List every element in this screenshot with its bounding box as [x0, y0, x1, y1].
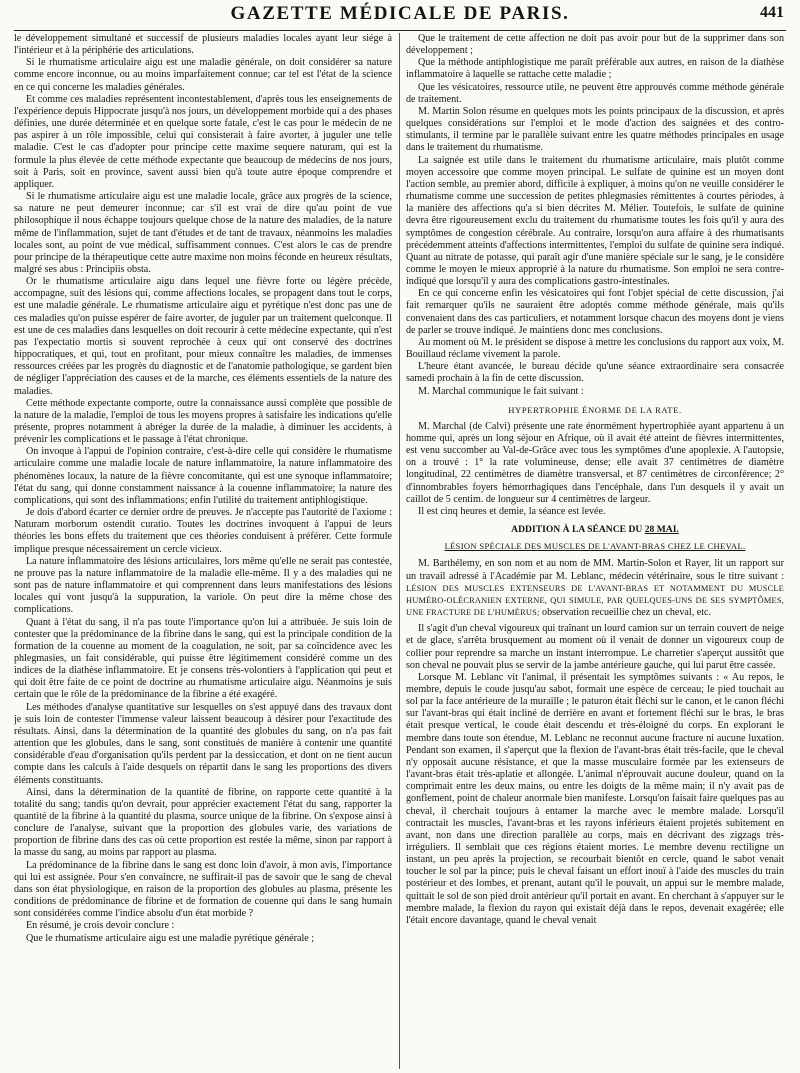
paragraph: L'heure étant avancée, le bureau décide qu'une séance extraordinaire sera consacrée samedi prochain à la fin de cette discussion. — [406, 361, 784, 385]
paragraph: Que les vésicatoires, ressource utile, ne peuvent être approuvés comme méthode générale de traitement. — [406, 81, 784, 105]
paragraph: Que le traitement de cette affection ne doit pas avoir pour but de la supprimer dans son développement ; — [406, 33, 784, 57]
paragraph: En ce qui concerne enfin les vésicatoires qui font l'objet spécial de cette discussion, j'ai fait remarquer qu'ils ne sauraient être adoptés comme méthode générale, mais qu'ils convenaient dans des cas particuliers, et notamment lorsque chacun des moyens dont je viens de parler se trouve indiqué. Je maintiens donc mes conclusions. — [406, 288, 784, 336]
paragraph: Que la méthode antiphlogistique me paraît préférable aux autres, en raison de la diathèse inflammatoire à laquelle se rattache cette maladie ; — [406, 57, 784, 81]
paragraph: Si le rhumatisme articulaire aigu est une maladie locale, grâce aux progrès de la science, sa nature ne peut demeurer inconnue; car s'il est vrai de dire qu'au point de vue philosophique il nous échappe toujours quelque chose de la nature des maladies, de la nature même de l'inflammation, sujet de tant d'études et de tant de travaux, néanmoins les maladies locales sont, au point de vue médical, suffisamment connues. C'est alors le cas de prendre pour principe de la thérapeutique cette autre maxime non moins féconde en heureux résultats, malgré ses abus : Principiis obsta. — [14, 191, 392, 275]
paragraph: Lorsque M. Leblanc vit l'animal, il présentait les symptômes suivants : « Au repos, le membre, depuis le coude jusqu'au sabot, formait une espèce de cerceau; le pied touchait au sol par la face antérieure de la muraille ; le paturon était fléchi sur le canon, et le canon fléchi sur l'avant-bras qui était incliné de derrière en avant et fortement fléchi sur le bras, le bras était presque vertical, le coude était descendu et très-éloigné du corps. En explorant le membre dans toute son étendue, M. Leblanc ne reconnut aucune fracture ni aucune luxation. Pendant son examen, il s'aperçut que la flexion de l'avant-bras était très-facile, que le cheval n'y opposait aucune résistance, et que la masse musculaire formée par les extenseurs de l'avant-bras était très-aplatie et allongée. L'animal n'éprouvait aucune douleur, quand on la comprimait entre les deux mains, ou entre les doigts de la même main; il n'y avait pas de gonflement, point de chaleur anormale bien manifeste. Lorsqu'on faisait faire quelques pas au cheval, il cherchait toujours à entamer la marche avec le membre malade. Lorsqu'il contractait les muscles, l'avant-bras et les rayons inférieurs étaient projetés subitement en avant, non dans une direction parallèle au corps, mais en décrivant des zigzags très-irréguliers. Il semblait que ces régions étaient mortes. Le membre devenu rectiligne un instant, un peu après la projection, se recourbait bientôt en cercle, quand le sabot venait toucher le sol par la pince; puis le cheval faisant un effort inouï à l'aide des muscles du train postérieur et des lombes, et prenant, autant qu'il le pouvait, un appui sur le membre malade, quittait le sol de son pied droit antérieur qu'il portait en avant. En cherchant à s'appuyer sur le membre malade, la flexion du rayon qui existait déjà dans le repos, devenait exagérée; elle l'était encore davantage, quand le cheval venait — [406, 671, 784, 926]
paragraph: le développement simultané et successif de plusieurs maladies locales ayant leur siége à l'intérieur et à la périphérie des articulations. — [14, 33, 392, 57]
paragraph: Ainsi, dans la détermination de la quantité de fibrine, on rapporte cette quantité à la totalité du sang; tandis qu'on devrait, pour apprécier exactement l'état du sang, rapporter la quantité de la fibrine à la quantité du plasma, source unique de la fibrine. On s'expose ainsi à conclure de l'analyse, suivant que la proportion des globules varie, des variations de proportion de fibrine dans des cas où cette proportion est restée la même, sinon par rapport à la masse du sang, au moins par rapport au plasma. — [14, 786, 392, 859]
paragraph: Et comme ces maladies représentent incontestablement, d'après tous les enseignements de l'expérience depuis Hippocrate jusqu'à nos jours, un développement morbide qui a des phases définies, une durée déterminée et en quelque sorte fatale, c'est le cas pour le médecin de ne pas aspirer à un rôle impossible, celui qui consisterait à faire avorter, à juguler une telle maladie. C'est le cas d'adopter pour principe cette maxime sequere naturam, qui est la formule la plus élevée de cette méthode expectante que beaucoup de médecins de nos jours, soit à Paris, soit en province, savent aussi bien qu'à toute autre époque comprendre et appliquer. — [14, 93, 392, 190]
paragraph: M. Marchal (de Calvi) présente une rate énormément hypertrophiée ayant appartenu à un homme qui, après un long séjour en Afrique, où il avait été atteint de fièvres intermittentes, est venu succomber au Val-de-Grâce avec tous les symptômes d'une apoplexie. A l'autopsie, on a trouvé : 1° la rate volumineuse, dense; elle avait 37 centimètres de diamètre longitudinal, 22 centimètres de diamètre transversal, et 87 centimètres de circonférence; 2° d'innombrables foyers hémorrhagiques dans l'encéphale, dans l'un desquels il y avait un caillot de 5 centim. de longueur sur 4 centimètres de largeur. — [406, 420, 784, 505]
column-divider — [399, 33, 400, 1069]
page-number: 441 — [760, 4, 784, 21]
addendum-heading — [406, 524, 784, 536]
section-horse-paragraphs — [406, 623, 784, 927]
paragraph: Les méthodes d'analyse quantitative sur lesquelles on s'est appuyé dans des travaux dont je suis loin de contester l'immense valeur laissent beaucoup à désirer pour l'exactitude des résultats. Ainsi, dans la détermination de la quantité des globules du sang, on n'a pas fait attention que les globules, dans le sang, sont constitués de manière à contenir une quantité considérable d'eau d'organisation qu'ils perdent par la dessiccation, et dont on ne tient aucun compte dans les calculs à l'aide desquels on répartit dans le sang les proportions des divers éléments constituants. — [14, 701, 392, 786]
paragraph: On invoque à l'appui de l'opinion contraire, c'est-à-dire celle qui considère le rhumatisme articulaire comme une maladie locale de nature inflammatoire, la nature inflammatoire des phénomènes locaux, la nature de la fièvre concomitante, qui est une synoque inflammatoire; l'état du sang, qui donne constamment naissance à la couenne inflammatoire; la nature des complications, qui sont des inflammations; enfin l'utilité du traitement antiphlogistique. — [14, 446, 392, 506]
paragraph: Il s'agit d'un cheval vigoureux qui traînant un lourd camion sur un terrain couvert de neige et de glace, s'arrêta brusquement au moment où il venait de donner un vigoureux coup de collier pour reprendre sa marche un instant interrompue. Le charretier s'aperçut aussitôt que son cheval ne pouvait plus se servir de la jambe antérieure gauche, qui lui parut être cassée. — [406, 623, 784, 671]
paragraph: Il est cinq heures et demie, la séance est levée. — [418, 505, 606, 517]
right-intro-paragraphs — [406, 33, 784, 398]
journal-title: GAZETTE MÉDICALE DE PARIS. — [230, 3, 570, 24]
report-intro-text: M. Barthélemy, en son nom et au nom de MM. Martin-Solon et Rayer, lit un rapport sur un travail adressé à l'Académie par M. Leblanc, médecin vétérinaire, sous le titre suivant : — [406, 558, 784, 582]
paragraph: Au moment où M. le président se dispose à mettre les conclusions du rapport aux voix, M. Bouillaud réclame vivement la parole. — [406, 336, 784, 361]
paragraph: Je dois d'abord écarter ce dernier ordre de preuves. Je n'accepte pas l'autorité de l'axiome : Naturam morborum ostendit curatio. Toutes les doctrines invoquent à l'appui de leurs théories les bons effets du traitement que ces théories conduisent à préférer. Cette formule implique presque nécessairement un cercle vicieux. — [14, 507, 392, 555]
paragraph: La prédominance de la fibrine dans le sang est donc loin d'avoir, à mon avis, l'importance qui lui est assignée. Pour s'en convaincre, ne suffirait-il pas de savoir que le sang de cheval dans son état physiologique, en raison de la proportion des globules au plasma, présente les conditions de prédominance de fibrine et de formation de couenne qui dans le sang humain sont considérées comme l'indice absolu d'un état morbide ? — [14, 859, 392, 920]
paragraph: La nature inflammatoire des lésions articulaires, lors même qu'elle ne serait pas contestée, ne prouve pas la nature inflammatoire de la maladie elle-même. Il y a des maladies qui ne sont pas de nature inflammatoire et qui comprennent dans leurs manifestations des lésions locales qui vont jusqu'à la suppuration, la variole. On peut dire la même chose des complications. — [14, 555, 392, 616]
section-title-spleen: HYPERTROPHIE ÉNORME DE LA RATE. — [508, 404, 682, 415]
section-title-horse-muscles: LÉSION SPÉCIALE DES MUSCLES DE L'AVANT-BRAS CHEZ LE CHEVAL. — [444, 541, 746, 552]
paragraph: En résumé, je crois devoir conclure : — [26, 920, 175, 932]
paragraph: La saignée est utile dans le traitement du rhumatisme articulaire, mais plutôt comme moyen accessoire que comme moyen principal. Le sulfate de quinine est un moyen dont l'action semble, au premier abord, difficile à expliquer, à moins qu'on ne veuille considérer le rhumatisme comme une succession de petites phlegmasies rémittentes à courtes périodes, à la manière des affections qu'a si bien décrites M. Mélier. Toutefois, le sulfate de quinine devra être rigoureusement exclu du traitement du rhumatisme toutes les fois qu'il y aura des symptômes de congestion cérébrale. Au contraire, lorsqu'on aura affaire à des rhumatisants précédemment atteints d'affections intermittentes, l'emploi du sulfate de quinine sera indiqué. Quant au nitrate de potasse, qui paraît agir d'une manière spéciale sur le sang, je le considère comme le moyen le mieux approprié à la nature du rhumatisme. Son emploi ne sera contre-indiqué que lorsqu'il y aura des complications gastro-intestinales. — [406, 154, 784, 288]
paragraph: M. Martin Solon résume en quelques mots les points principaux de la discussion, et après quelques considérations sur l'emploi et le mode d'action des saignées et des contro-stimulants, il termine par le parallèle suivant entre les quatre méthodes principales en usage dans le traitement du rhumatisme. — [406, 105, 784, 154]
paragraph: Que le rhumatisme articulaire aigu est une maladie pyrétique générale ; — [26, 932, 315, 944]
page-header — [14, 2, 786, 31]
left-column — [14, 33, 392, 1069]
section-spleen-paragraphs — [406, 421, 784, 518]
paragraph: Cette méthode expectante comporte, outre la connaissance aussi complète que possible de la nature de la maladie, l'emploi de tous les moyens propres à satisfaire les indications qu'elle présente, propres notamment à abréger la durée de la maladie, à diminuer les accidents, à prévenir les complications et le passage à l'état chronique. — [14, 397, 392, 446]
right-column — [406, 33, 784, 1069]
report-intro-paragraph — [406, 558, 784, 619]
report-title-caps: LÉSION DES MUSCLES EXTENSEURS DE L'AVANT-BRAS ET NOTAMMENT DU MUSCLE HUMÉRO-OLÉCRANIEN EXTERNE, QUI SIMULE, PAR QUELQUES-UNS DE SES SYMPTÔMES, UNE FRACTURE DE L'HUMÉRUS; — [406, 583, 784, 618]
report-intro-tail: observation recueillie chez un cheval, etc. — [539, 607, 712, 619]
addendum-prefix: ADDITION À LA SÉANCE DU — [511, 524, 645, 536]
paragraph: M. Marchal communique le fait suivant : — [418, 385, 584, 397]
paragraph: Quant à l'état du sang, il n'a pas toute l'importance qu'on lui a attribuée. Je suis loin de contester que la prédominance de la fibrine dans le sang, qui est la principale condition de la formation de la couenne au moment de la coagulation, ne soit, par sa coïncidence avec les phlegmasies, un fait considérable, qui puisse être légitimement considéré comme un des indices de la diathèse inflammatoire. Et je consens très-volontiers à l'application qui peut et qui doit être faite de ce point de doctrine au rhumatisme articulaire aigu. Néanmoins je suis certain que le rôle de la prédominance de la fibrine a été exagéré. — [14, 616, 392, 701]
paragraph: Si le rhumatisme articulaire aigu est une maladie générale, on doit considérer sa nature comme encore inconnue, ou au moins imparfaitement connue; car tel est l'état de la science en ce qui concerne les maladies générales. — [14, 57, 392, 93]
addendum-date: 28 MAI. — [644, 524, 679, 536]
paragraph: Or le rhumatisme articulaire aigu dans lequel une fièvre forte ou légère précède, accompagne, suit des lésions qui, comme affections locales, se propagent dans tout le corps, est une maladie générale. Le rhumatisme articulaire aigu et pyrétique n'est donc pas une de ces maladies qu'on puisse espérer de faire avorter, de juguler par un traitement quelconque. Il est une de ces maladies dans lesquelles on doit recourir à cette médecine expectante, qui n'est pas l'expectatio mortis si souvent reprochée à ceux qui ont conservé des doctrines hippocratiques, et qui, tout en profitant, pour mieux connaître les maladies, de immenses ressources créées par les progrès du diagnostic et de l'anatomie pathologique, se gardent bien de négliger l'appréciation des causes et de la marche, ces éléments essentiels de la nature des maladies. — [14, 276, 392, 397]
